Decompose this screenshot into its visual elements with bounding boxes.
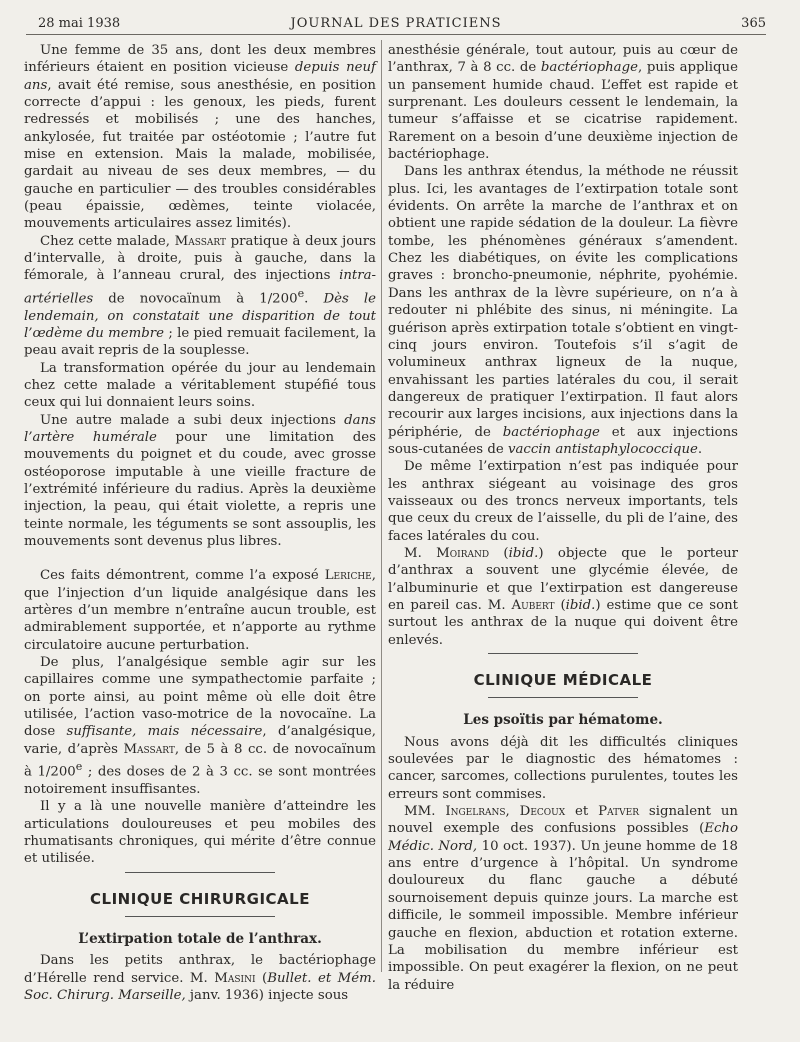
- author-name: Decoux: [519, 804, 566, 820]
- paragraph-contraindications: De même l’extirpation n’est pas indiquée pour les anthrax siégeant au voisinage des gros vaisseaux ou des troncs nerveux importants, tels que ceux du creux de l’aisselle, du pli de l’aine, des faces latérales du cou.: [388, 459, 738, 544]
- paragraph-leriche: Ces faits démontrent, comme l’a exposé Leriche, que l’injection d’un liquide analgésique dans les artères d’un membre n’entraîne aucun trouble, est admirablement supportée, et n’apporte au rythme circulatoire aucune perturbation.: [24, 568, 376, 653]
- left-column: [24, 42, 376, 1004]
- article-subtitle-anthrax: L’extirpation totale de l’anthrax.: [78, 931, 322, 947]
- paragraph-conclusion: Il y a là une nouvelle manière d’atteindre les articulations douloureuses et peu mobiles des rhumatisants chroniques, qui mérite d’être connue et utilisée.: [24, 799, 376, 867]
- paragraph-second-case: Une autre malade a subi deux injections dans l’artère humérale pour une limitation des mouvements du poignet et du coude, avec grosse ostéoporose imputable à une vieille fracture de l’extrémité inférieure du radius. Après la deuxième injection, la peau, qui était violette, a repris une teinte normale, les téguments se sont assouplis, les mouvements sont devenus plus libres.: [24, 412, 376, 550]
- column-divider: [381, 40, 382, 972]
- section-title-chirurgicale: CLINIQUE CHIRURGICALE: [90, 889, 310, 908]
- section-underline: [125, 916, 275, 917]
- paragraph-massart-injections: Chez cette malade, Massart pratique à deux jours d’intervalle, à droite, puis à gauche, dans la fémorale, à l’anneau crural, des injections intra-artérielles de novocaïnum à 1/200e. Dès le lendemain, on constatait une disparition de tout l’œdème du membre ; le pied remuait facilement, la peau avait repris de la souplesse.: [24, 233, 376, 359]
- author-name: Massart: [174, 233, 227, 249]
- article-subtitle-psoitis: Les psoïtis par hématome.: [463, 712, 663, 729]
- header-date: 28 mai 1938: [38, 16, 121, 31]
- paragraph-transformation: La transformation opérée du jour au lendemain chez cette malade a véritablement stupéfié tous ceux qui lui donnaient leurs soins.: [24, 360, 376, 411]
- author-name: Patver: [598, 804, 639, 820]
- author-name: Massart: [123, 741, 175, 757]
- author-name: Leriche: [324, 568, 372, 584]
- author-name: Masini: [214, 970, 256, 986]
- paragraph-anthrax-continued: anesthésie générale, tout autour, puis au cœur de l’anthrax, 7 à 8 cc. de bactériophage, puis applique un pansement humide chaud. L’effet est rapide et surprenant. Les douleurs cessent le lendemain, la tumeur s’affaisse et se cicatrise rapidement. Rarement on a besoin d’une deuxième injection de bactériophage.: [388, 43, 738, 163]
- header-page-number: 365: [741, 16, 766, 31]
- author-name: Ingelrans: [445, 804, 506, 820]
- paragraph-analgesic-dose: De plus, l’analgésique semble agir sur les capillaires comme une sympathectomie parfaite ; on porte ainsi, au point même où elle doit être utilisée, l’action vaso-motrice de la novocaïne. La dose suffisante, mais nécessaire, d’analgésique, varie, d’après Massart, de 5 à 8 cc. de novocaïnum à 1/200e ; des doses de 2 à 3 cc. se sont montrées notoirement insuffisantes.: [24, 655, 376, 797]
- section-underline: [488, 697, 638, 698]
- header-journal-title: JOURNAL DES PRATICIENS: [290, 16, 502, 31]
- paragraph-ingelrans-case: MM. Ingelrans, Decoux et Patver signalent un nouvel exemple des confusions possibles (Echo Médic. Nord, 10 oct. 1937). Un jeune homme de 18 ans entre d’urgence à l’hôpital. Un syndrome douloureux du flanc gauche a débuté sournoisement depuis quinze jours. La marche est difficile, le sommeil impossible. Membre inférieur gauche en flexion, abduction et rotation externe. La mobilisation du membre inférieur est impossible. On peut exagérer la flexion, on ne peut la réduire: [388, 804, 738, 993]
- paragraph-case-woman: Une femme de 35 ans, dont les deux membres inférieurs étaient en position vicieuse depuis neuf ans, avait été remise, sous anesthésie, en position correcte d’appui : les genoux, les pieds, furent redressés et mobilisés ; une des hanches, ankylosée, fut traitée par ostéotomie ; l’autre fut mise en extension. Mais la malade, mobilisée, gardait au niveau de ses deux membres, — du gauche en particulier — des troubles considérables (peau épaissie, œdèmes, teinte violacée, mouvements articulaires assez limités).: [24, 43, 376, 232]
- paragraph-moirand-aubert: M. Moirand (ibid.) objecte que le porteur d’anthrax a souvent une glycémie élevée, de l’albuminurie et que l’extirpation est dangereuse en pareil cas. M. Aubert (ibid.) estime que ce sont surtout les anthrax de la nuque qui doivent être enlevés.: [388, 545, 739, 648]
- paragraph-hematome-diagnostic: Nous avons déjà dit les difficultés cliniques soulevées par le diagnostic des hématomes : cancer, sarcomes, collections purulentes, toutes les erreurs sont commises.: [388, 734, 738, 802]
- right-column: [388, 42, 738, 994]
- paragraph-bacteriophage: Dans les petits anthrax, le bactériophage d’Hérelle rend service. M. Masini (Bullet. et Mém. Soc. Chirurg. Marseille, janv. 1936) injecte sous: [24, 953, 377, 1004]
- author-name: Moirand: [436, 545, 490, 561]
- page-header: [26, 14, 766, 35]
- section-title-medicale: CLINIQUE MÉDICALE: [473, 671, 653, 690]
- author-name: Aubert: [511, 598, 555, 613]
- paragraph-extirpation: Dans les anthrax étendus, la méthode ne réussit plus. Ici, les avantages de l’extirpation totale sont évidents. On arrête la marche de l’anthrax et on obtient une rapide sédation de la douleur. La fièvre tombe, les phénomènes généraux s’amendent. Chez les diabétiques, on évite les complications graves : broncho-pneumonie, néphrite, pyohémie. Dans les anthrax de la lèvre supérieure, on n’a à redouter ni phlébite des sinus, ni méningite. La guérison après extirpation totale s’obtient en vingt-cinq jours environ. Toutefois s’il s’agit de volumineux anthrax ligneux de la nuque, envahissant les parties latérales du cou, il serait dangereux de pratiquer l’extirpation. Il faut alors recourir aux larges incisions, aux injections dans la périphérie, de bactériophage et aux injections sous-cutanées de vaccin antistaphylococcique.: [388, 164, 738, 457]
